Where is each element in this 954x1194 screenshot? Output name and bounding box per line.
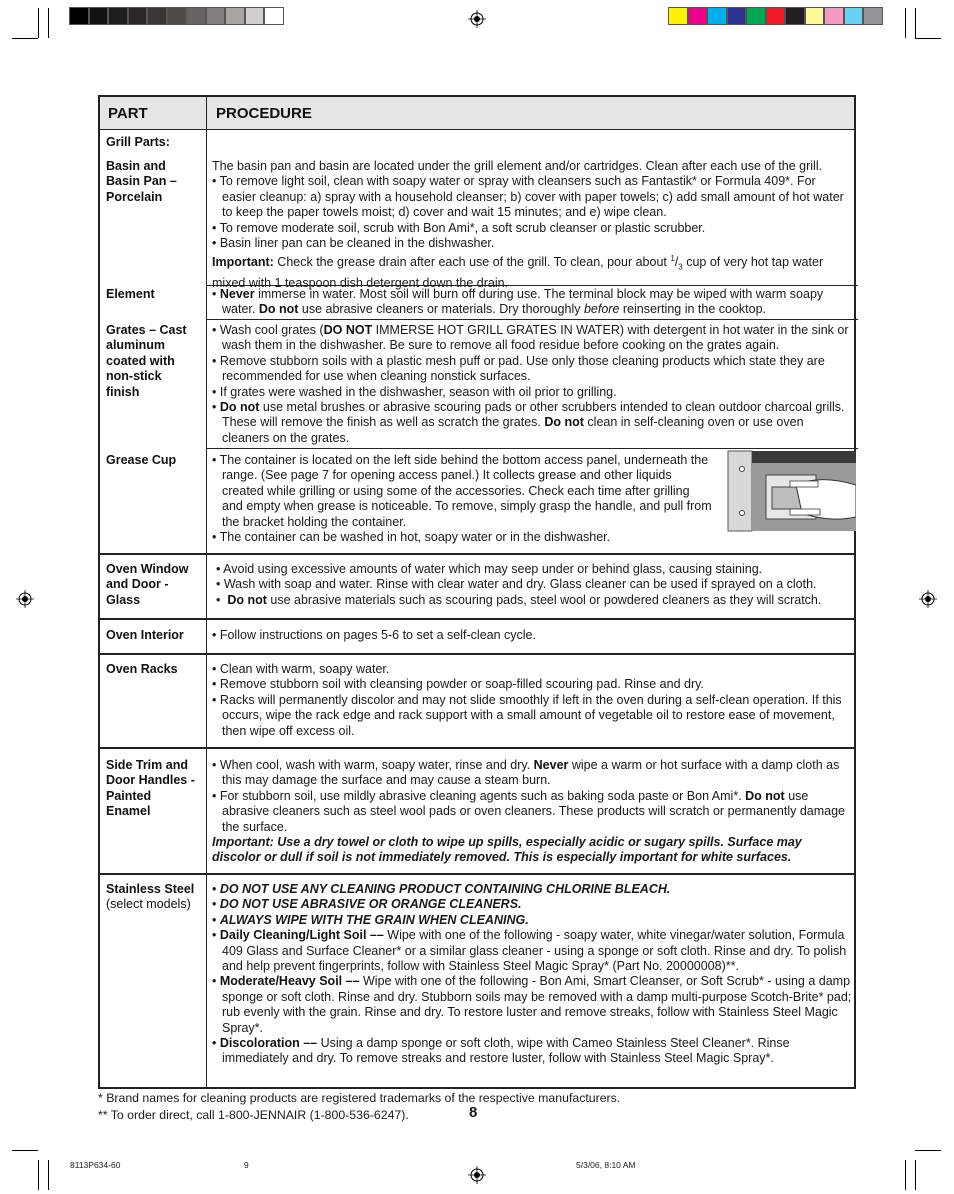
part-element: Element bbox=[106, 287, 155, 301]
bullet: • bbox=[212, 974, 217, 989]
procedure-basin bbox=[212, 159, 852, 291]
crop-mark bbox=[38, 8, 39, 38]
procedure-bullet: • Wash with soap and water. Rinse with clear water and dry. Glass cleaner can be used if sprayed on a cloth. bbox=[216, 577, 817, 592]
part-line: Stainless Steel bbox=[106, 882, 195, 896]
crop-mark bbox=[12, 1150, 38, 1151]
row-divider bbox=[100, 873, 854, 875]
procedure-text: use metal brushes or abrasive scouring pads or other scrubbers intended to clean outdoor charcoal grills. These will remove the finish as well as scratch the grates. bbox=[222, 400, 845, 430]
slug-job: 8113P634-60 bbox=[70, 1160, 121, 1170]
part-line: Enamel bbox=[106, 804, 151, 819]
procedure-text: immerse in water. Most soil will burn off during use. The terminal block may be wiped with warm soapy water. bbox=[222, 287, 824, 317]
procedure-text: Using a damp sponge or soft cloth, wipe with Cameo Stainless Steel Cleaner*. Rinse immediately and dry. To remove streaks and restore luster, follow with Stainless Steel Magic Spray*. bbox=[222, 1036, 790, 1066]
part-line: Side Trim and bbox=[106, 758, 188, 772]
color-swatch bbox=[863, 7, 883, 25]
part-oven-racks: Oven Racks bbox=[106, 662, 178, 676]
procedure-bullet bbox=[212, 1036, 852, 1067]
color-swatch bbox=[805, 7, 825, 25]
crop-mark bbox=[905, 1160, 906, 1190]
fraction-numerator: 1 bbox=[670, 254, 675, 264]
crop-mark bbox=[915, 38, 941, 39]
color-swatch bbox=[668, 7, 688, 25]
emphasis: Do not bbox=[258, 302, 299, 317]
procedure-text: • Wash cool grates ( bbox=[212, 323, 324, 337]
color-swatch bbox=[206, 7, 226, 25]
part-grill-heading: Grill Parts: bbox=[106, 135, 170, 149]
crop-mark bbox=[48, 1160, 49, 1190]
color-swatch bbox=[688, 7, 708, 25]
part-line: Glass bbox=[106, 592, 141, 607]
color-swatch bbox=[128, 7, 148, 25]
color-swatch bbox=[727, 7, 747, 25]
row-divider bbox=[100, 618, 854, 620]
color-swatch bbox=[707, 7, 727, 25]
part-line: Door Handles - bbox=[106, 773, 195, 788]
part-line: finish bbox=[106, 384, 140, 399]
process-color-bar bbox=[668, 7, 883, 25]
crop-mark bbox=[48, 8, 49, 38]
color-swatch bbox=[167, 7, 187, 25]
procedure-bullet: • If grates were washed in the dishwasher, season with oil prior to grilling. bbox=[212, 384, 617, 399]
color-swatch bbox=[89, 7, 109, 25]
procedure-bullet: • Clean with warm, soapy water. bbox=[212, 662, 390, 676]
part-line: coated with bbox=[106, 353, 175, 368]
bullet: • bbox=[212, 400, 217, 415]
bullet: • bbox=[212, 882, 217, 896]
color-swatch bbox=[69, 7, 89, 25]
color-swatch bbox=[766, 7, 786, 25]
procedure-text: • When cool, wash with warm, soapy water, rinse and dry. bbox=[212, 758, 534, 772]
procedure-text: cup of very hot tap water mixed with 1 teaspoon dish detergent down the drain. bbox=[212, 255, 824, 290]
procedure-text: use abrasive materials such as scouring pads, steel wool or powdered cleaners as they will scratch. bbox=[266, 592, 822, 607]
part-line: Basin Pan – bbox=[106, 174, 177, 189]
bullet: • bbox=[212, 1036, 217, 1051]
part-grease-cup: Grease Cup bbox=[106, 453, 177, 467]
crop-mark bbox=[915, 1160, 916, 1190]
procedure-stainless-steel bbox=[212, 882, 852, 1067]
important-label: Important: bbox=[212, 255, 274, 270]
fraction-denominator: 3 bbox=[678, 263, 683, 273]
caution-text: ALWAYS WIPE WITH THE GRAIN WHEN CLEANING. bbox=[219, 912, 529, 927]
color-swatch bbox=[264, 7, 284, 25]
procedure-text: IMMERSE HOT GRILL GRATES IN WATER) with detergent in hot water in the sink or wash them in the dishwasher. Be sure to remove all food residue before cooking on the grates again. bbox=[222, 323, 849, 353]
caution-text: DO NOT USE ABRASIVE OR ORANGE CLEANERS. bbox=[219, 897, 522, 912]
procedure-text: Check the grease drain after each use of the grill. To clean, pour about bbox=[273, 255, 671, 270]
part-line: Grates – Cast bbox=[106, 323, 187, 337]
table-header bbox=[100, 97, 854, 130]
procedure-bullet bbox=[212, 897, 852, 912]
part-subtitle: (select models) bbox=[106, 897, 191, 912]
caution-text: DO NOT USE ANY CLEANING PRODUCT CONTAINING CHLORINE BLEACH. bbox=[219, 882, 671, 896]
procedure-grates bbox=[212, 323, 852, 446]
part-line: and Door - bbox=[106, 577, 169, 592]
procedure-bullet: • The container can be washed in hot, soapy water or in the dishwasher. bbox=[212, 530, 611, 544]
header-procedure: PROCEDURE bbox=[216, 105, 312, 122]
bullet: • bbox=[212, 287, 217, 301]
crop-mark bbox=[12, 38, 38, 39]
slug-page: 9 bbox=[244, 1160, 249, 1170]
emphasis: Do not bbox=[219, 400, 260, 415]
part-oven-window bbox=[106, 562, 204, 608]
procedure-bullet bbox=[212, 913, 852, 928]
color-swatch bbox=[824, 7, 844, 25]
emphasis: Discoloration –– bbox=[219, 1036, 318, 1051]
crop-mark bbox=[38, 1160, 39, 1190]
footnote-order: ** To order direct, call 1-800-JENNAIR (1-800-536-6247). bbox=[98, 1108, 409, 1122]
emphasis: Daily Cleaning/Light Soil –– bbox=[219, 928, 384, 943]
part-grates bbox=[106, 323, 204, 400]
part-stainless-steel bbox=[106, 882, 204, 913]
procedure-bullet: • Remove stubborn soils with a plastic mesh puff or pad. Use only those cleaning products which state they are recommended for use when cleaning nonstick surfaces. bbox=[212, 353, 825, 384]
emphasis: Do not bbox=[745, 788, 785, 803]
row-divider bbox=[100, 553, 854, 555]
emphasis: Moderate/Heavy Soil –– bbox=[219, 974, 360, 989]
procedure-bullet: • To remove moderate soil, scrub with Bon Ami*, a soft scrub cleanser or plastic scrubber. bbox=[212, 220, 706, 235]
procedure-text: • For stubborn soil, use mildly abrasive cleaning agents such as baking soda paste or Bon Ami*. bbox=[212, 788, 746, 803]
color-swatch bbox=[245, 7, 265, 25]
procedure-oven-interior bbox=[212, 628, 852, 643]
part-line: aluminum bbox=[106, 338, 166, 353]
color-swatch bbox=[785, 7, 805, 25]
procedure-text: Wipe with one of the following - Bon Ami, Smart Cleanser, or Soft Scrub* - using a damp sponge or soft cloth. Rinse and dry. Stubborn soils may be removed with a damp multi-purpose Scotch-Brite* pad; rub evenly with the grain. Rinse and dry. To restore luster and remove streaks, follow with Stainless Steel Magic Spray*. bbox=[222, 974, 852, 1035]
emphasis: Never bbox=[219, 287, 255, 301]
page-number: 8 bbox=[469, 1104, 478, 1121]
procedure-text: Wipe with one of the following - soapy water, white vinegar/water solution, Formula 409 Glass and Surface Cleaner* or a similar glass cleaner - using a sponge or soft cloth. Rinse and dry. To polish and help prevent fingerprints, follow with Stainless Steel Magic Spray* (Part No. 20000008)**. bbox=[222, 928, 847, 974]
crop-mark bbox=[905, 8, 906, 38]
bullet: • bbox=[212, 912, 217, 927]
grayscale-color-bar bbox=[69, 7, 284, 25]
part-oven-interior: Oven Interior bbox=[106, 628, 184, 642]
registration-mark-icon bbox=[16, 590, 34, 608]
emphasis: before bbox=[583, 302, 620, 317]
procedure-bullet bbox=[212, 400, 852, 446]
footnote-trademarks: * Brand names for cleaning products are registered trademarks of the respective manufacturers. bbox=[98, 1091, 621, 1105]
procedure-grease-cup bbox=[212, 453, 712, 530]
color-swatch bbox=[147, 7, 167, 25]
part-basin bbox=[106, 159, 204, 205]
emphasis: Never bbox=[533, 758, 569, 772]
color-swatch bbox=[844, 7, 864, 25]
procedure-bullet: • The container is located on the left side behind the bottom access panel, underneath the range. (See page 7 for opening access panel.) It collects grease and other liquids created while grilling or using some of the accessories. Check each time after grilling and empty when grease is noticeable. To remove, simply grasp the handle, and pull from the bracket holding the container. bbox=[212, 453, 712, 529]
registration-mark-icon bbox=[468, 1166, 486, 1184]
color-swatch bbox=[746, 7, 766, 25]
row-divider bbox=[100, 747, 854, 749]
header-part: PART bbox=[108, 105, 148, 122]
procedure-bullet bbox=[212, 974, 852, 1036]
part-line: non-stick bbox=[106, 369, 162, 384]
bullet: • bbox=[212, 897, 217, 912]
color-swatch bbox=[186, 7, 206, 25]
cleaning-table bbox=[98, 95, 856, 1089]
procedure-element bbox=[212, 287, 852, 318]
procedure-bullet: • To remove light soil, clean with soapy water or spray with cleansers such as Fantastik* or Formula 409*. For easier cleanup: a) spray with a household cleanser; b) cover with paper towels; c) add small amount of hot water to keep the paper towels moist; d) cover and wait 15 minutes; and e) wipe clean. bbox=[212, 174, 844, 220]
crop-mark bbox=[915, 8, 916, 38]
part-line: Basin and bbox=[106, 159, 166, 173]
procedure-text: reinserting in the cooktop. bbox=[619, 302, 767, 317]
procedure-important: Important: Use a dry towel or cloth to wipe up spills, especially acidic or sugary spills. Surface may discolor or dull if soil is not immediately removed. This is especially important for white surfaces. bbox=[212, 835, 802, 865]
procedure-important: Important: Check the grease drain after each use of the grill. To clean, pour about $^1/_3$ cup of very hot tap water mixed with 1 teaspoon dish detergent down the drain. bbox=[212, 254, 824, 290]
row-divider bbox=[206, 319, 858, 320]
procedure-bullet bbox=[212, 593, 852, 608]
color-swatch bbox=[108, 7, 128, 25]
row-divider bbox=[100, 653, 854, 655]
procedure-bullet bbox=[212, 323, 852, 354]
column-divider bbox=[206, 97, 207, 1087]
part-line: Painted bbox=[106, 788, 152, 803]
bullet: • bbox=[212, 928, 217, 943]
procedure-bullet bbox=[212, 928, 852, 974]
procedure-text: use abrasive cleaners such as steel wool pads or oven cleaners. These products will scratch or permanently damage the surface. bbox=[222, 788, 846, 834]
registration-mark-icon bbox=[468, 10, 486, 28]
procedure-bullet: • Racks will permanently discolor and may not slide smoothly if left in the oven during a self-clean operation. If this occurs, wipe the rack edge and rack support with a small amount of vegetable oil to restore ease of movement, then wipe off excess oil. bbox=[212, 692, 842, 738]
procedure-bullet: • Basin liner pan can be cleaned in the dishwasher. bbox=[212, 236, 495, 251]
procedure-bullet bbox=[212, 882, 852, 897]
slug-date: 5/3/06, 8:10 AM bbox=[576, 1160, 636, 1170]
procedure-text: The basin pan and basin are located under the grill element and/or cartridges. Clean after each use of the grill. bbox=[212, 159, 823, 173]
procedure-bullet: • Remove stubborn soil with cleansing powder or soap-filled scouring pad. Rinse and dry. bbox=[212, 677, 704, 692]
procedure-text: use abrasive cleaners or materials. Dry thoroughly bbox=[298, 302, 584, 317]
crop-mark bbox=[915, 1150, 941, 1151]
procedure-bullet: • Follow instructions on pages 5-6 to set a self-clean cycle. bbox=[212, 628, 536, 642]
procedure-text: wipe a warm or hot surface with a damp cloth as this may damage the surface and may cause a steam burn. bbox=[222, 758, 840, 788]
procedure-bullet bbox=[212, 789, 852, 835]
procedure-bullet bbox=[212, 287, 852, 318]
part-line: Porcelain bbox=[106, 189, 163, 204]
emphasis: Do not bbox=[227, 592, 267, 607]
procedure-bullet: • Avoid using excessive amounts of water which may seep under or behind glass, causing staining. bbox=[216, 562, 763, 576]
procedure-side-trim bbox=[212, 758, 852, 866]
procedure-oven-racks bbox=[212, 662, 852, 739]
registration-mark-icon bbox=[919, 590, 937, 608]
color-swatch bbox=[225, 7, 245, 25]
emphasis: DO NOT bbox=[323, 323, 373, 337]
procedure-text: clean in self-cleaning oven or use oven cleaners on the grates. bbox=[222, 415, 804, 445]
procedure-oven-window bbox=[212, 562, 852, 608]
bullet: • bbox=[216, 592, 221, 607]
emphasis: Do not bbox=[544, 415, 584, 430]
grease-cup-illustration bbox=[726, 447, 856, 535]
procedure-bullet bbox=[212, 758, 852, 789]
part-line: Oven Window bbox=[106, 562, 189, 576]
part-side-trim bbox=[106, 758, 204, 820]
